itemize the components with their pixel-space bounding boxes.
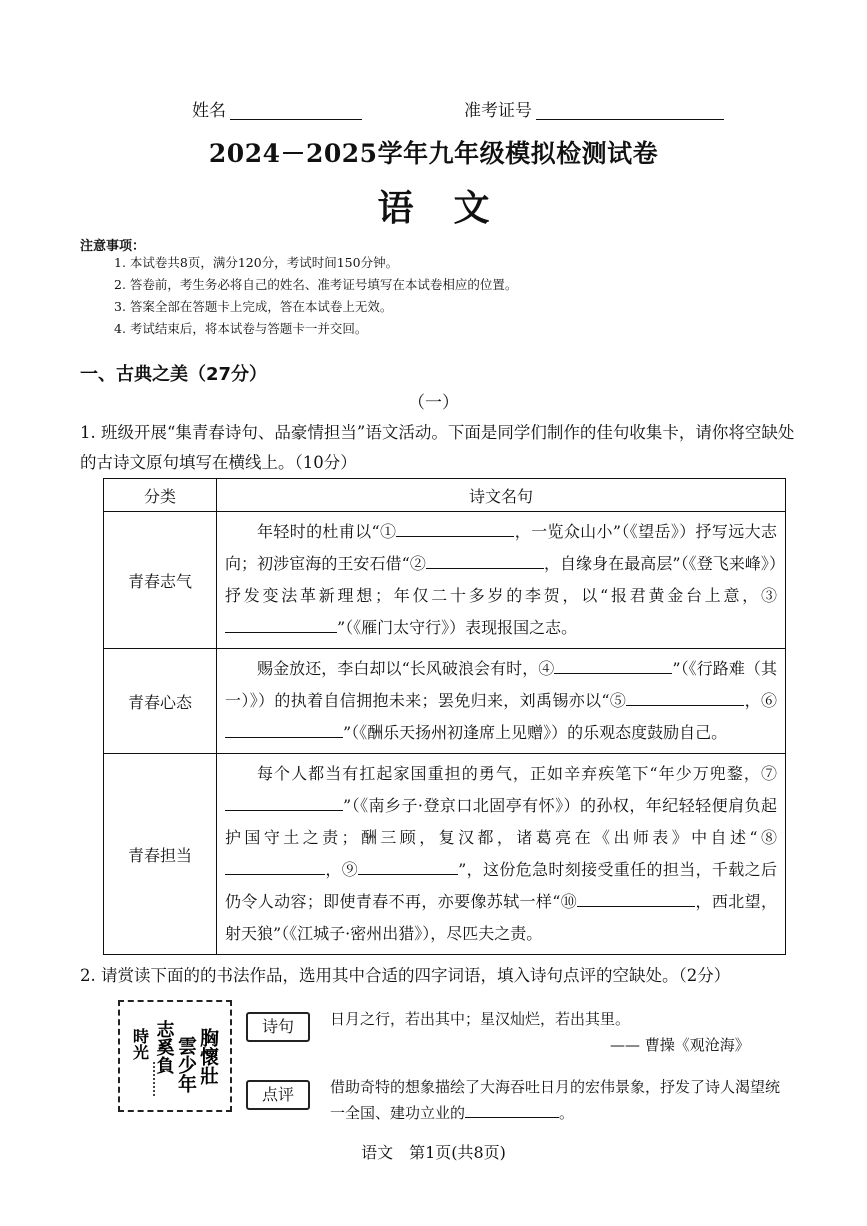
review-text-before: 借助奇特的想象描绘了大海吞吐日月的宏伟景象，抒发了诗人渴望统一全国、建功立业的 [330,1078,781,1122]
poem-cell [217,512,786,649]
column-header-poems: 诗文名句 [217,479,786,512]
question-2-text: 2. 请赏读下面的的书法作品，选用其中合适的四字词语，填入诗句点评的空缺处。（2分） [80,966,731,985]
answer-blank-7[interactable] [225,809,343,811]
table-header-row [104,479,786,512]
poem-line: 日月之行，若出其中；星汉灿烂，若出其里。 [330,1010,631,1028]
answer-blank-8[interactable] [225,873,325,875]
answer-blank-1[interactable] [396,535,514,537]
answer-blank-10[interactable] [577,905,695,907]
candidate-info-line [0,96,867,126]
review-tag: 点评 [246,1080,310,1110]
cell-text: ，⑥ [744,691,777,710]
column-header-category: 分类 [104,479,217,512]
cell-text: ”（《酬乐天扬州初逢席上见赠》）的乐观态度鼓励自己。 [343,723,728,742]
poem-cell [217,649,786,754]
page-footer: 语文 第1页(共8页) [361,1143,506,1162]
table-row [104,649,786,754]
calligraphy-col-1: 胸懷壯 [197,1028,219,1085]
answer-blank-3[interactable] [225,631,337,633]
section-title: 一、古典之美（27分） [80,364,268,385]
review-text-after: 。 [559,1104,575,1122]
notice-item: 3. 答案全部在答题卡上完成，答在本试卷上无效。 [114,299,393,314]
cell-text: ”（《南乡子·登京口北固亭有怀》）的孙权，年纪轻轻便肩负起护国守土之责；酬三顾，复汉都，诸葛亮在《出师表》中自述“⑧ [225,796,777,847]
poem-table [103,478,786,955]
notice-list [114,252,517,340]
answer-blank-2[interactable] [426,567,544,569]
notice-item: 1. 本试卷共8页，满分120分，考试时间150分钟。 [114,255,399,270]
name-blank[interactable] [230,118,362,120]
category-cell: 青春担当 [104,754,217,955]
answer-blank-5[interactable] [626,704,744,706]
exam-id-blank[interactable] [536,118,724,120]
notice-item: 2. 答卷前，考生务必将自己的姓名、准考证号填写在本试卷相应的位置。 [114,277,518,292]
calligraphy-col-3: 志奚負 [153,1020,175,1074]
cell-text: ”（《雁门太守行》）表现报国之志。 [337,618,578,637]
cell-text: ”（《行路难（其一）》）的执着自信拥抱未来；罢免归来，刘禹锡亦以“⑤ [225,659,777,710]
calligraphy-col-4: 時光 [130,1028,150,1060]
exam-id-label: 准考证号 [464,101,532,121]
cell-text: 赐金放还，李白却以“长风破浪会有时，④ [257,659,555,678]
cell-text: ，自缘身在最高层”（《登飞来峰》）抒发变法革新理想；年仅二十多岁的李贺，以“报君黄金台上意，③ [225,554,777,605]
answer-blank-9[interactable] [358,873,458,875]
exam-title: 2024－2025学年九年级模拟检测试卷 [208,139,659,168]
calligraphy-artwork [118,1000,232,1112]
calligraphy-image [120,1002,230,1110]
notice-item: 4. 考试结束后，将本试卷与答题卡一并交回。 [114,321,368,336]
cell-text: ，一览众山小”（《望岳》）抒写远大志向；初涉宦海的王安石借“② [225,522,777,573]
category-cell: 青春心态 [104,649,217,754]
cell-text: 每个人都当有扛起家国重担的勇气，正如辛弃疾笔下“年少万兜鍪，⑦ [257,764,777,783]
answer-blank-6[interactable] [225,736,343,738]
cell-text: ，西北望，射天狼”（《江城子·密州出猎》），尽匹夫之责。 [225,892,777,943]
name-label: 姓名 [192,101,226,121]
part-number: （一） [408,393,459,413]
category-cell: 青春志气 [104,512,217,649]
answer-blank-4[interactable] [554,672,672,674]
question-1-text: 1. 班级开展“集青春诗句、品豪情担当”语文活动。下面是同学们制作的佳句收集卡，请你将空缺处的古诗文原句填写在横线上。（10分） [80,423,795,472]
poem-source: —— 曹操《观沧海》 [610,1036,750,1054]
poem-tag: 诗句 [246,1012,310,1042]
calligraphy-col-2: 雲少年 [175,1036,197,1093]
review-text [330,1074,790,1126]
cell-text: 年轻时的杜甫以“① [257,522,397,541]
subject-title: 语文 [377,187,530,229]
table-row [104,512,786,649]
notice-title: 注意事项： [80,239,146,254]
cell-text: ，⑨ [325,860,359,879]
poem-cell [217,754,786,955]
cell-text: ”，这份危急时刻接受重任的担当，千载之后仍令人动容；即使青春不再，亦要像苏轼一样“⑩ [225,860,777,911]
table-row [104,754,786,955]
review-answer-blank[interactable] [465,1116,559,1118]
